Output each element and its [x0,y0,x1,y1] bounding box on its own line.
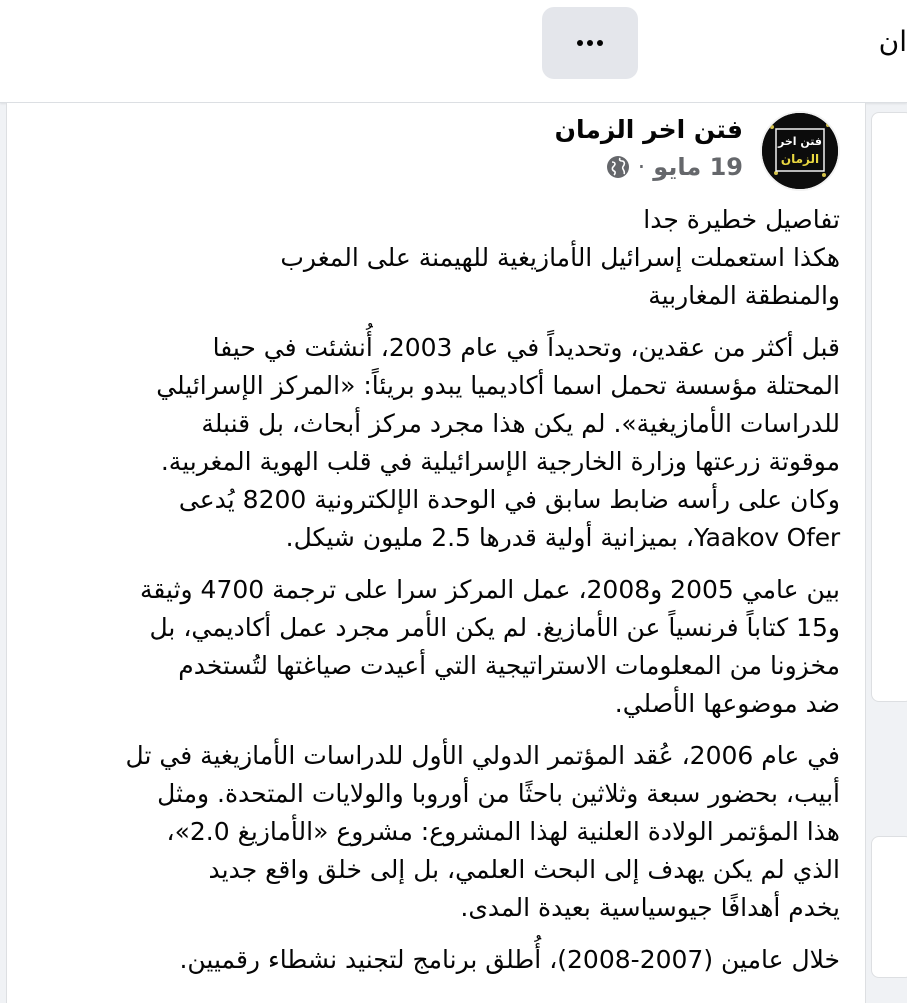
post-paragraph [40,571,840,723]
post-meta [606,150,743,184]
more-dots-icon-3 [597,40,603,46]
text-line: مخزونا من المعلومات الاستراتيجية التي أعيدت صياغتها لتُستخدم [178,651,840,680]
more-options-button[interactable] [542,7,638,79]
text-line: والمنطقة المغاربية [648,281,840,310]
svg-text:الزمان: الزمان [780,152,820,166]
text-line: في عام 2006، عُقد المؤتمر الدولي الأول للدراسات الأمازيغية في تل [125,741,840,770]
text-line: قبل أكثر من عقدين، وتحديداً في عام 2003، أُنشئت في حيفا [212,333,840,362]
page-name-link[interactable]: فتن اخر الزمان [554,115,743,144]
post-paragraph [40,941,840,979]
text-line: Yaakov Ofer، بميزانية أولية قدرها 2.5 مليون شيكل. [285,523,840,552]
post-text [40,201,840,993]
text-line: تفاصيل خطيرة جدا [643,205,840,234]
svg-text:فتن اخر: فتن اخر [778,135,822,148]
text-line: هذا المؤتمر الولادة العلنية لهذا المشروع: مشروع «الأمازيغ 2.0»، [166,817,840,846]
text-line: وكان على رأسه ضابط سابق في الوحدة الإلكترونية 8200 يُدعى [178,485,840,514]
text-line: و15 كتاباً فرنسياً عن الأمازيغ. لم يكن الأمر مجرد عمل أكاديمي، بل [149,613,840,642]
more-dots-icon [577,40,583,46]
post-date[interactable]: 19 مايو [653,153,743,181]
text-line: خلال عامين (2007-2008)، أُطلق برنامج لتجنيد نشطاء رقميين. [179,945,840,974]
more-dots-icon-2 [587,40,593,46]
meta-separator: · [637,153,646,181]
avatar-logo-icon [762,113,838,189]
text-line: أبيب، بحضور سبعة وثلاثين باحثًا من أوروبا والولايات المتحدة. ومثل [157,779,840,808]
text-line: للدراسات الأمازيغية». لم يكن هذا مجرد مركز أبحاث، بل قنبلة [201,409,840,438]
page-title: ان [878,25,907,58]
text-line: موقوتة زرعتها وزارة الخارجية الإسرائيلية في قلب الهوية المغربية. [160,447,840,476]
page-avatar[interactable] [760,111,840,191]
post-paragraph [40,329,840,557]
text-line: يخدم أهدافًا جيوسياسية بعيدة المدى. [460,893,840,922]
side-panel-2 [871,836,907,978]
post-paragraph [40,201,840,315]
globe-icon [606,155,630,179]
text-line: ضد موضوعها الأصلي. [614,689,840,718]
text-line: الذي لم يكن يهدف إلى البحث العلمي، بل إلى خلق واقع جديد [208,855,840,884]
text-line: المحتلة مؤسسة تحمل اسما أكاديميا يبدو بريئاً: «المركز الإسرائيلي [156,371,840,400]
side-panel [871,112,907,702]
post-paragraph [40,737,840,927]
text-line: بين عامي 2005 و2008، عمل المركز سرا على ترجمة 4700 وثيقة [139,575,840,604]
text-line: هكذا استعملت إسرائيل الأمازيغية للهيمنة على المغرب [280,243,840,272]
top-bar [0,0,907,103]
